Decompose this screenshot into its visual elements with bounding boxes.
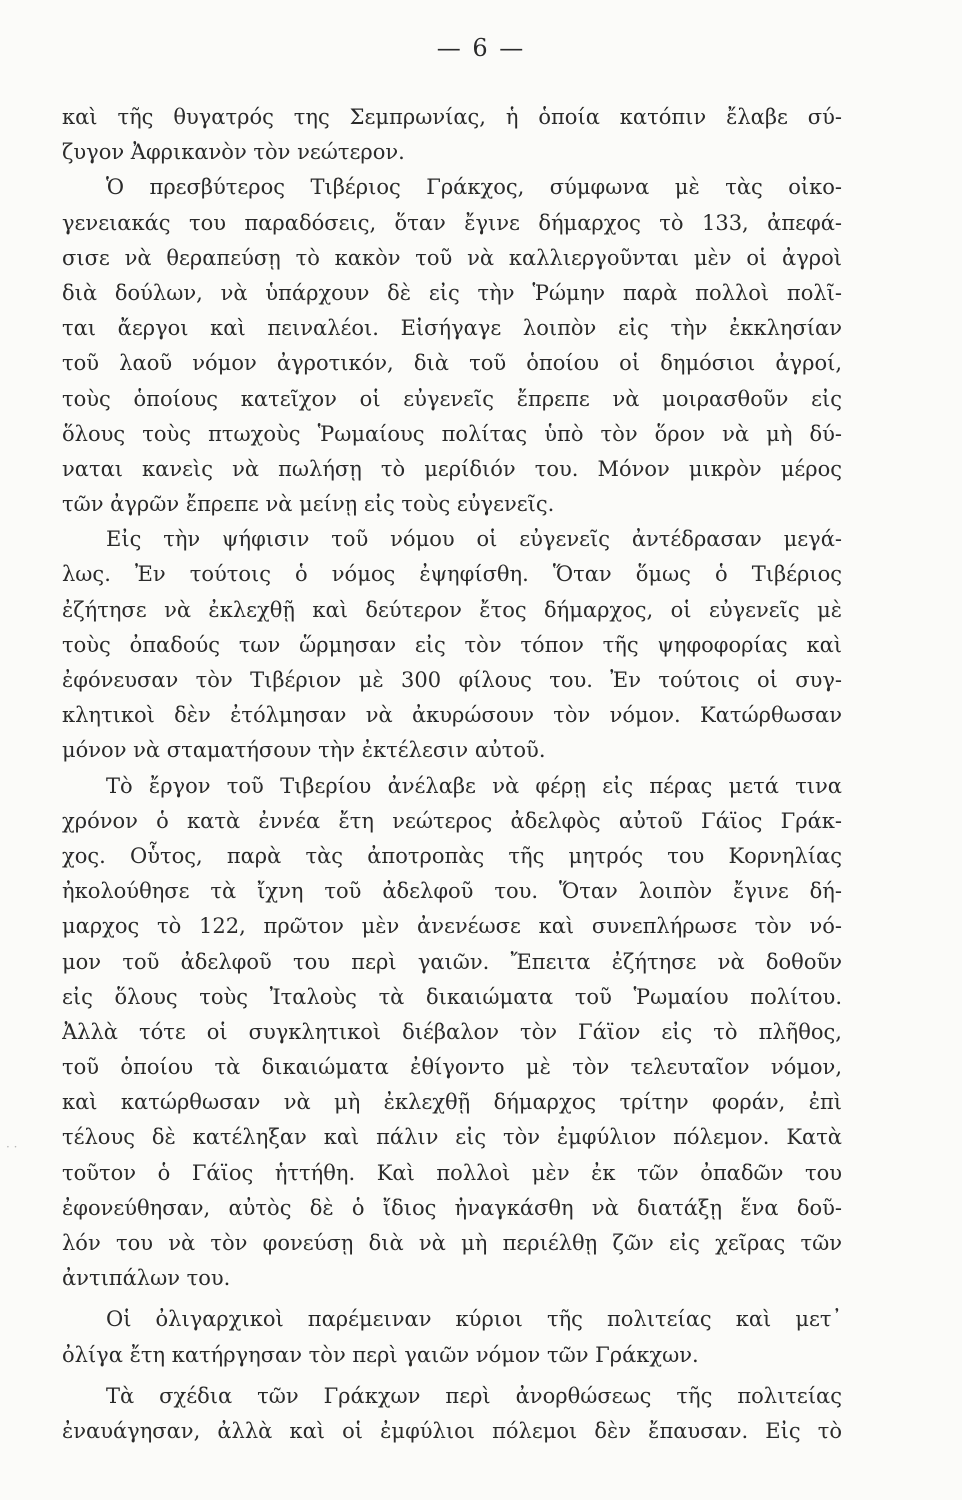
text-line: μον τοῦ ἀδελφοῦ του περὶ γαιῶν. Ἔπειτα ἐζήτησε νὰ δοθοῦν [62,949,842,974]
text-line: ἠκολούθησε τὰ ἴχνη τοῦ ἀδελφοῦ του. Ὅταν λοιπὸν ἔγινε δή- [62,879,842,904]
body-text [62,100,842,1449]
text-line: ὀλίγα ἔτη κατήργησαν τὸν περὶ γαιῶν νόμον τῶν Γράκχων. [62,1342,699,1367]
text-line: Ἀλλὰ τότε οἱ συγκλητικοὶ διέβαλον τὸν Γάϊον εἰς τὸ πλῆθος, [62,1019,842,1044]
text-line: τοῦτον ὁ Γάϊος ἡττήθη. Καὶ πολλοὶ μὲν ἐκ τῶν ὀπαδῶν του [62,1160,842,1185]
text-line: σισε νὰ θεραπεύσῃ τὸ κακὸν τοῦ νὰ καλλιεργοῦνται μὲν οἱ ἀγροὶ [62,245,842,270]
text-line: τοῦ ὁποίου τὰ δικαιώματα ἐθίγοντο μὲ τὸν τελευταῖον νόμον, [62,1055,842,1080]
text-line: καὶ κατώρθωσαν νὰ μὴ ἐκλεχθῇ δήμαρχος τρίτην φοράν, ἐπὶ [62,1090,842,1115]
text-line: εἰς ὅλους τοὺς Ἰταλοὺς τὰ δικαιώματα τοῦ Ῥωμαίου πολίτου. [62,984,842,1009]
text-line: ἐζήτησε νὰ ἐκλεχθῇ καὶ δεύτερον ἔτος δήμαρχος, οἱ εὐγενεῖς μὲ [62,597,842,622]
text-line: Οἱ ὀλιγαρχικοὶ παρέμειναν κύριοι τῆς πολιτείας καὶ μετ᾽ [106,1307,842,1332]
margin-mark: · · [6,1140,18,1154]
text-line: Τὸ ἔργον τοῦ Τιβερίου ἀνέλαβε νὰ φέρῃ εἰς πέρας μετά τινα [106,773,842,798]
text-line: ἐφονεύθησαν, αὐτὸς δὲ ὁ ἴδιος ἠναγκάσθη νὰ διατάξῃ ἕνα δοῦ- [62,1195,842,1220]
text-line: γενειακάς του παραδόσεις, ὅταν ἔγινε δήμαρχος τὸ 133, ἀπεφά- [62,210,842,235]
text-line: διὰ δούλων, νὰ ὑπάρχουν δὲ εἰς τὴν Ῥώμην παρὰ πολλοὶ πολῖ- [62,280,842,305]
text-line: ὅλους τοὺς πτωχοὺς Ῥωμαίους πολίτας ὑπὸ τὸν ὅρον νὰ μὴ δύ- [62,421,842,446]
text-line: ζυγον Ἀφρικανὸν τὸν νεώτερον. [62,140,405,165]
text-line: ἀντιπάλων του. [62,1266,231,1291]
text-line: μόνον νὰ σταματήσουν τὴν ἐκτέλεσιν αὐτοῦ. [62,738,546,763]
text-line: λως. Ἐν τούτοις ὁ νόμος ἐψηφίσθη. Ὅταν ὅμως ὁ Τιβέριος [62,562,842,587]
text-line: Εἰς τὴν ψήφισιν τοῦ νόμου οἱ εὐγενεῖς ἀντέδρασαν μεγά- [106,527,842,552]
text-line: τοῦ λαοῦ νόμον ἀγροτικόν, διὰ τοῦ ὁποίου οἱ δημόσιοι ἀγροί, [62,351,842,376]
text-line: ται ἄεργοι καὶ πειναλέοι. Εἰσήγαγε λοιπὸν εἰς τὴν ἐκκλησίαν [62,316,842,341]
text-line: κλητικοὶ δὲν ἐτόλμησαν νὰ ἀκυρώσουν τὸν νόμον. Κατώρθωσαν [62,703,842,728]
text-line: μαρχος τὸ 122, πρῶτον μὲν ἀνενέωσε καὶ συνεπλήρωσε τὸν νό- [62,914,842,939]
text-line: τοὺς ὀπαδούς των ὥρμησαν εἰς τὸν τόπον τῆς ψηφοφορίας καὶ [62,632,842,657]
text-line: ἐναυάγησαν, ἀλλὰ καὶ οἱ ἐμφύλιοι πόλεμοι δὲν ἔπαυσαν. Εἰς τὸ [62,1418,842,1443]
text-line: χρόνον ὁ κατὰ ἐννέα ἔτη νεώτερος ἀδελφὸς αὐτοῦ Γάϊος Γράκ- [62,808,842,833]
text-line: ναται κανεὶς νὰ πωλήσῃ τὸ μερίδιόν του. Μόνον μικρὸν μέρος [62,456,842,481]
text-line: ἐφόνευσαν τὸν Τιβέριον μὲ 300 φίλους του. Ἐν τούτοις οἱ συγ- [62,668,842,692]
text-line: Τὰ σχέδια τῶν Γράκχων περὶ ἀνορθώσεως τῆς πολιτείας [106,1383,842,1408]
page-number: — 6 — [436,34,526,62]
text-line: χος. Οὗτος, παρὰ τὰς ἀποτροπὰς τῆς μητρός του Κορνηλίας [62,843,842,868]
text-line: Ὁ πρεσβύτερος Τιβέριος Γράκχος, σύμφωνα μὲ τὰς οἰκο- [106,175,842,200]
text-line: τῶν ἀγρῶν ἔπρεπε νὰ μείνῃ εἰς τοὺς εὐγενεῖς. [62,492,555,517]
text-line: τέλους δὲ κατέληξαν καὶ πάλιν εἰς τὸν ἐμφύλιον πόλεμον. Κατὰ [62,1125,842,1150]
text-line: τοὺς ὁποίους κατεῖχον οἱ εὐγενεῖς ἔπρεπε νὰ μοιρασθοῦν εἰς [62,386,842,411]
text-line: λόν του νὰ τὸν φονεύσῃ διὰ νὰ μὴ περιέλθῃ ζῶν εἰς χεῖρας τῶν [62,1231,842,1255]
text-line: καὶ τῆς θυγατρός της Σεμπρωνίας, ἡ ὁποία κατόπιν ἔλαβε σύ- [62,105,842,129]
